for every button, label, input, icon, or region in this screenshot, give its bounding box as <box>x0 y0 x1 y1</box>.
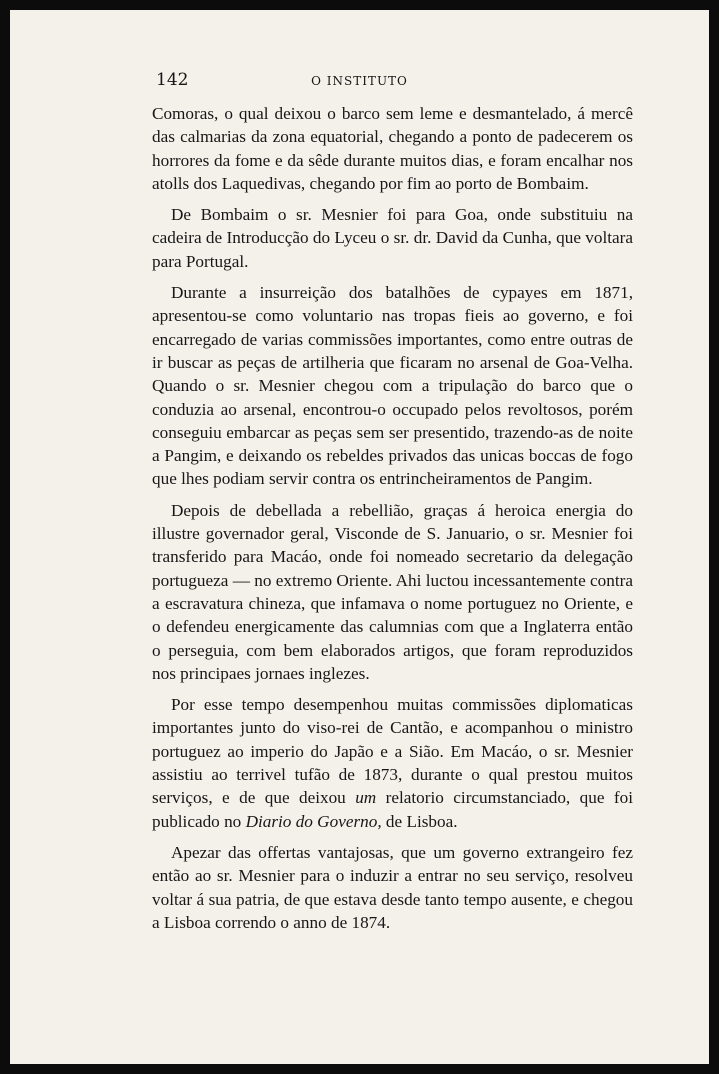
paragraph-continued: Comoras, o qual deixou o barco sem leme e desmantelado, á mercê das calmarias da zona equatorial, chegando a ponto de padecerem os horrores da fome e da sêde durante muitos dias, e foram encalhar nos atolls dos Laquedivas, chegando por fim ao porto de Bombaim. <box>152 104 633 193</box>
paragraph: De Bombaim o sr. Mesnier foi para Goa, onde substituiu na cadeira de Introducção do Lyceu o sr. dr. David da Cunha, que voltara para Portugal. <box>152 205 633 271</box>
paragraph <box>152 693 633 833</box>
book-page <box>10 10 709 1064</box>
paragraph: Depois de debellada a rebellião, graças á heroica energia do illustre governador geral, Visconde de S. Januario, o sr. Mesnier foi transferido para Macáo, onde foi nomeado secretario da delegação portugueza — no extremo Oriente. Ahi luctou incessantemente contra a escravatura chineza, que infamava o nome portuguez no Oriente, e o defendeu energicamente das calumnias com que a Inglaterra então o perseguia, com bem elaborados artigos, que foram reproduzidos nos principaes jornaes inglezes. <box>152 500 633 683</box>
newspaper-title: Diario do Governo, <box>245 811 382 831</box>
body-text <box>152 102 633 942</box>
paragraph: Apezar das offertas vantajosas, que um governo extrangeiro fez então ao sr. Mesnier para o induzir a entrar no seu serviço, resolveu voltar á sua patria, de que estava desde tanto tempo ausente, e chegou a Lisboa correndo o anno de 1874. <box>152 842 633 932</box>
page-number: 142 <box>156 70 189 90</box>
paragraph-text: de Lisboa. <box>381 811 458 831</box>
paragraph-text: relatorio circumstanciado, que foi publicado no <box>152 788 633 831</box>
paragraph: Durante a insurreição dos batalhões de cypayes em 1871, apresentou-se como voluntario nas tropas fieis ao governo, e foi encarregado de varias commissões importantes, como entre outras de ir buscar as peças de artilheria que ficaram no arsenal de Goa-Velha. Quando o sr. Mesnier chegou com a tripulação do barco que o conduzia ao arsenal, encontrou-o occupado pelos revoltosos, porém conseguiu embarcar as peças sem ser presentido, trazendo-as de noite a Pangim, e deixando os rebeldes privados das unicas boccas de fogo que lhes podiam servir contra os entrincheiramentos de Pangim. <box>152 283 633 489</box>
page-header <box>10 70 709 96</box>
italic-text: um <box>355 788 377 808</box>
paragraph-text: Por esse tempo desempenhou muitas commissões diplomaticas importantes junto do viso-rei de Cantão, e acompanhou o ministro portuguez ao imperio do Japão e a Sião. Em Macáo, o sr. Mesnier assistiu ao terrivel tufão de 1873, durante o qual prestou muitos serviços, e de que deixou <box>152 695 633 808</box>
running-title: O INSTITUTO <box>311 74 408 88</box>
